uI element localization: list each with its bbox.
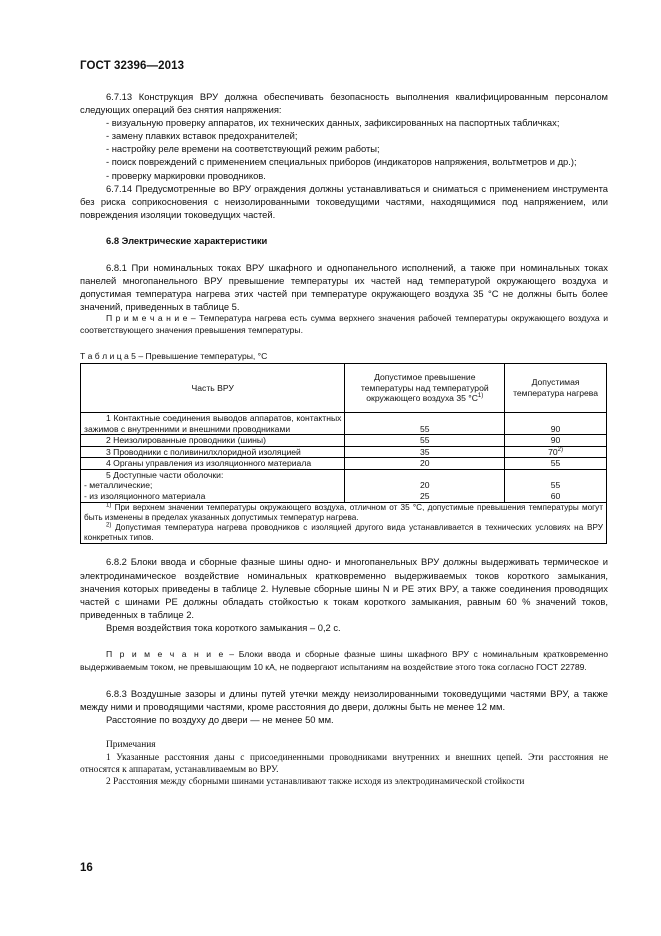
table-row	[81, 458, 607, 470]
cell-temp	[505, 446, 607, 458]
paragraph-6-7-13-intro: 6.7.13 Конструкция ВРУ должна обеспечивать безопасность выполнения квалифицированным персоналом следующих операций без снятия напряжения:	[80, 91, 608, 116]
notes-label: Примечания	[106, 740, 156, 751]
row5-title: 5 Доступные части оболочки:	[106, 469, 224, 480]
footnote-1	[84, 503, 603, 523]
footnote-2	[84, 523, 603, 543]
row5-rise1: 20	[420, 480, 430, 491]
header-part: Часть ВРУ	[81, 363, 345, 412]
footnote-mark: 1)	[477, 393, 484, 400]
footnote-mark: 2)	[557, 446, 564, 453]
cell-temp-value: 70	[548, 446, 558, 457]
cell-temp: 90	[505, 412, 607, 434]
row5-temp1: 55	[550, 480, 561, 491]
list-item: - визуальную проверку аппаратов, их технических данных, зафиксированных на паспортных табличках;	[106, 117, 560, 129]
paragraph-6-8-2-time: Время воздействия тока короткого замыкания – 0,2 с.	[106, 621, 341, 633]
list-item: - проверку маркировки проводников.	[106, 169, 266, 181]
footnote-text: При верхнем значении температуры окружающего воздуха, отличном от 35 °С, допустимые превышения температуры могут быть изменены в пределах указанных допустимых температур нагрева.	[84, 502, 603, 522]
table-caption-label: Т а б л и ц а 5	[80, 350, 136, 361]
list-item: - замену плавких вставок предохранителей;	[106, 130, 298, 142]
cell-rise: 20	[345, 458, 505, 470]
page-number: 16	[80, 862, 93, 874]
paragraph-6-8-1: 6.8.1 При номинальных токах ВРУ шкафного и однопанельного исполнений, а также при номинальных токах панелей многопанельного ВРУ превышение температуры их частей над температурой окружающего воздуха и допустимая температура нагрева этих частей при температуре окружающего воздуха 35 °С не должны быть более значений, приведенных в таблице 5.	[80, 262, 608, 313]
footnote-text: Допустимая температура нагрева проводников с изоляцией другого вида устанавливается в технических условиях на ВРУ конкретных типов.	[84, 523, 603, 543]
note-text: – Блоки ввода и сборные фазные шины шкафного ВРУ с номинальным кратковременно выдерживаемым током, не превышающим 10 кА, не подвергают испытаниям на воздействие этого тока согласно ГОСТ 22789.	[80, 649, 608, 672]
table-caption-text: – Превышение температуры, °С	[135, 350, 268, 361]
note-label: П р и м е ч а н и е	[106, 649, 225, 660]
row5-sub1: - металлические;	[84, 480, 153, 491]
cell-part: 3 Проводники с поливинилхлоридной изоляцией	[81, 446, 345, 458]
table-5	[80, 363, 607, 545]
header-rise-text: Допустимое превышение температуры над температурой окружающего воздуха 35 °С	[360, 372, 489, 404]
cell-temp	[505, 469, 607, 502]
row5-temp2: 60	[550, 491, 561, 502]
table-row	[81, 446, 607, 458]
cell-rise	[345, 469, 505, 502]
table-row	[81, 469, 607, 502]
footnotes-cell	[81, 502, 607, 544]
document-header: ГОСТ 32396—2013	[80, 60, 185, 72]
cell-part: 2 Неизолированные проводники (шины)	[81, 435, 345, 447]
cell-temp: 90	[505, 435, 607, 447]
footnote-mark: 1)	[106, 501, 112, 508]
cell-rise: 35	[345, 446, 505, 458]
table-footnotes	[81, 502, 607, 544]
footnote-mark: 2)	[106, 522, 112, 529]
note-text: – Температура нагрева есть сумма верхнего значения рабочей температуры окружающего воздуха и соответствующего значения превышения температуры.	[80, 313, 609, 335]
row5-sub2: - из изоляционного материала	[84, 491, 206, 502]
note-final-1: 1 Указанные расстояния даны с присоединенными проводниками внутренних и внешних цепей. Эти расстояния не относятся к аппаратам, устанавливаемым во ВРУ.	[80, 752, 608, 775]
cell-part: 1 Контактные соединения выводов аппаратов, контактных зажимов с внутренними и внешними проводниками	[81, 412, 345, 434]
table-header-row	[81, 363, 607, 412]
table-row	[81, 412, 607, 434]
note-2	[80, 648, 608, 673]
table-row	[81, 435, 607, 447]
paragraph-6-8-2: 6.8.2 Блоки ввода и сборные фазные шины одно- и многопанельных ВРУ должны выдерживать термическое и электродинамическое воздействие номинальных кратковременно выдерживаемых токов короткого замыкания, значения которых приведены в таблице 2. Нулевые сборные шины N и PE этих ВРУ, а также соединения проводящих частей с шинами PE должны обладать стойкостью к токам короткого замыкания, равным 60 % значений токов, приведенных в таблице 2.	[80, 556, 608, 620]
page-content	[80, 90, 608, 788]
paragraph-6-8-3: 6.8.3 Воздушные зазоры и длины путей утечки между неизолированными токоведущими частями ВРУ, а также между ними и проводящими частями, кроме расстояния до двери, должны быть не менее 12 мм.	[80, 688, 608, 713]
paragraph-6-8-3-door: Расстояние по воздуху до двери — не менее 50 мм.	[106, 714, 334, 726]
list-item: - поиск повреждений с применением специальных приборов (индикаторов напряжения, вольтметров и др.);	[106, 156, 577, 168]
table-caption	[80, 350, 608, 363]
paragraph-6-7-14: 6.7.14 Предусмотренные во ВРУ ограждения должны устанавливаться и сниматься с применением инструмента без риска соприкосновения с неизолированными токоведущими частями, находящимися под напряжением, или повреждения изоляции токоведущих частей.	[80, 182, 608, 220]
cell-temp: 55	[505, 458, 607, 470]
header-temp: Допустимая температура нагрева	[505, 363, 607, 412]
note-label: П р и м е ч а н и е	[106, 313, 188, 324]
row5-rise2: 25	[420, 491, 430, 502]
list-item: - настройку реле времени на соответствующий режим работы;	[106, 143, 380, 155]
note-final-2: 2 Расстояния между сборными шинами устанавливают также исходя из электродинамической стойкости	[106, 776, 525, 787]
header-rise	[345, 363, 505, 412]
cell-part	[81, 469, 345, 502]
section-title-6-8: 6.8 Электрические характеристики	[106, 234, 268, 246]
note-1	[80, 313, 608, 335]
cell-rise: 55	[345, 435, 505, 447]
cell-part: 4 Органы управления из изоляционного материала	[81, 458, 345, 470]
cell-rise: 55	[345, 412, 505, 434]
